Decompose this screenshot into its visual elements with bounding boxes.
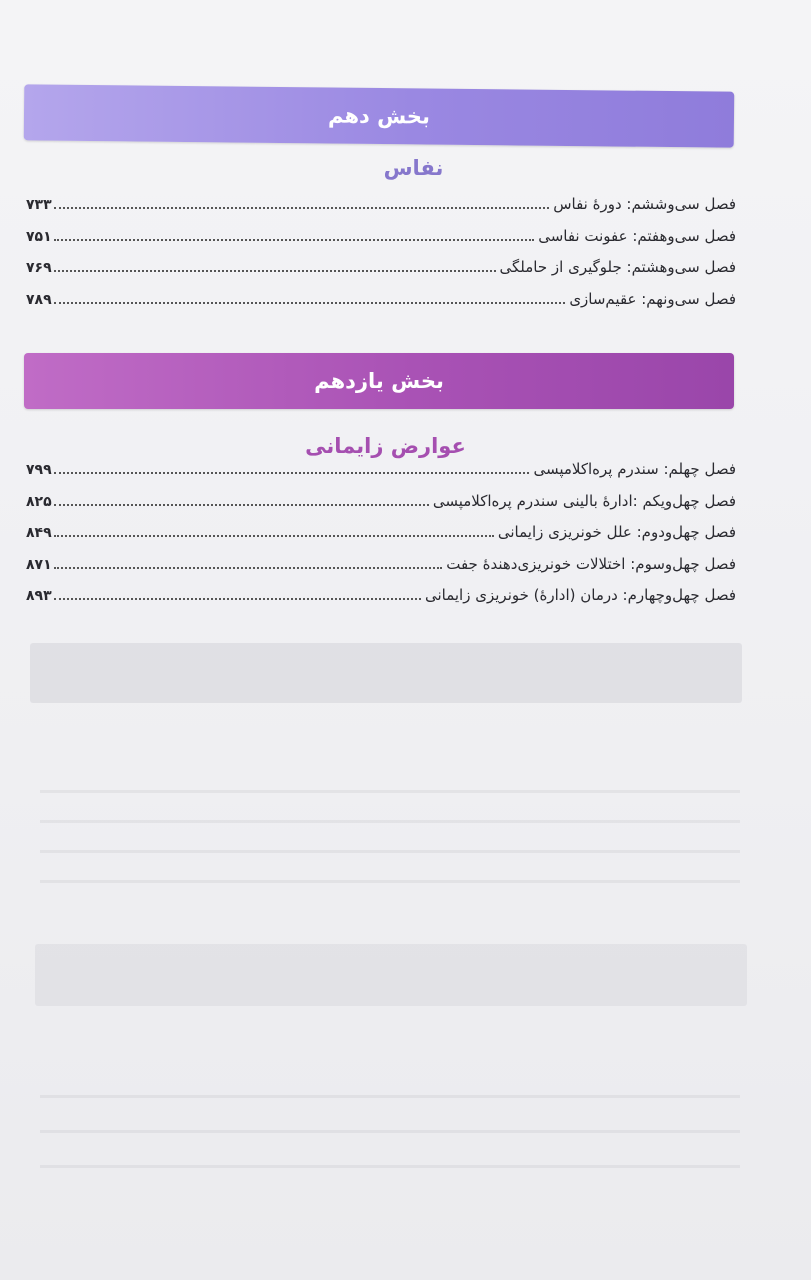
- toc-entry[interactable]: [26, 555, 736, 587]
- bleed-through-line: [40, 850, 740, 853]
- dot-leader: [54, 504, 429, 506]
- page-number: ۷۵۱: [26, 228, 52, 245]
- toc-entry[interactable]: [26, 258, 736, 290]
- dot-leader: [54, 598, 421, 600]
- dot-leader: [54, 472, 530, 474]
- bleed-through-line: [40, 1165, 740, 1168]
- page-number: ۸۴۹: [26, 525, 52, 541]
- section-subtitle: نفاس: [383, 156, 444, 180]
- chapter-title: فصل سی‌وهفتم: عفونت نفاسی: [538, 226, 736, 245]
- chapter-list: [26, 195, 736, 321]
- page-number: ۸۲۵: [26, 493, 52, 510]
- bleed-through-band: [30, 643, 742, 703]
- chapter-title: فصل چهل‌وسوم: اختلالات خونریزی‌دهندهٔ جفت: [446, 554, 736, 573]
- toc-entry[interactable]: [26, 227, 736, 259]
- dot-leader: [54, 239, 535, 241]
- toc-entry[interactable]: [26, 586, 736, 618]
- dot-leader: [54, 567, 443, 569]
- chapter-title: فصل چهل‌وچهارم: درمان (ادارهٔ) خونریزی زایمانی: [424, 586, 736, 604]
- bleed-through-band: [35, 944, 747, 1006]
- section-heading: بخش دهم: [327, 103, 431, 129]
- dot-leader: [54, 302, 566, 304]
- dot-leader: [54, 207, 550, 209]
- chapter-title: فصل چهل‌ودوم: علل خونریزی زایمانی: [497, 523, 736, 541]
- page-number: ۸۷۱: [26, 556, 52, 573]
- dot-leader: [54, 535, 494, 537]
- page-number: ۷۶۹: [26, 260, 52, 276]
- chapter-title: فصل سی‌وششم: دورهٔ نفاس: [553, 195, 736, 213]
- chapter-title: فصل چهلم: سندرم پره‌اکلامپسی: [533, 460, 736, 478]
- chapter-list: [26, 460, 736, 618]
- chapter-title: فصل سی‌وهشتم: جلوگیری از حاملگی: [499, 258, 736, 276]
- toc-entry[interactable]: [26, 290, 736, 322]
- bleed-through-line: [40, 1130, 740, 1133]
- section-heading: بخش یازدهم: [314, 369, 444, 393]
- page-number: ۸۹۳: [26, 588, 52, 604]
- section-subtitle: عوارض زایمانی: [305, 434, 466, 458]
- page-number: ۷۸۹: [26, 291, 52, 308]
- toc-entry[interactable]: [26, 523, 736, 555]
- toc-entry[interactable]: [26, 460, 736, 492]
- section-heading-banner: [24, 84, 735, 147]
- bleed-through-line: [40, 1095, 740, 1098]
- chapter-title: فصل سی‌ونهم: عقیم‌سازی: [569, 289, 736, 308]
- section-heading-banner: [24, 353, 734, 409]
- bleed-through-line: [40, 820, 740, 823]
- page-number: ۷۳۳: [26, 197, 52, 213]
- chapter-title: فصل چهل‌ویکم :ادارهٔ بالینی سندرم پره‌اکلامپسی: [432, 491, 736, 510]
- bleed-through-line: [40, 880, 740, 883]
- page-number: ۷۹۹: [26, 462, 52, 478]
- dot-leader: [54, 270, 496, 272]
- bleed-through-line: [40, 790, 740, 793]
- toc-entry[interactable]: [26, 492, 736, 524]
- toc-entry[interactable]: [26, 195, 736, 227]
